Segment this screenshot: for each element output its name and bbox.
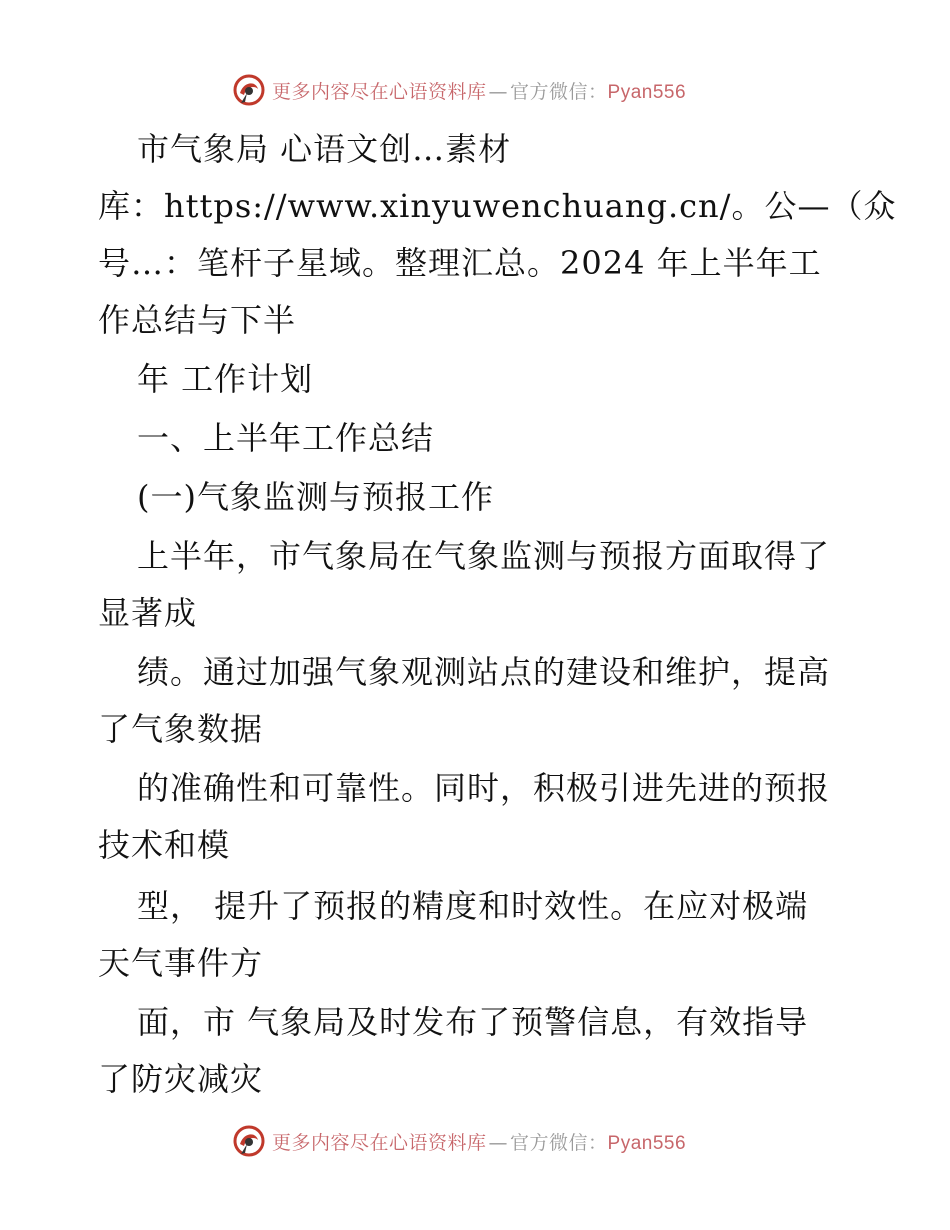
banner-site-text: 更多内容尽在心语资料库	[272, 1131, 487, 1154]
banner-dash: —	[488, 1131, 509, 1154]
footer-banner	[232, 1123, 712, 1159]
banner-wechat-id: Pyan556	[607, 1132, 687, 1154]
banner-wechat-label: 官方微信：	[510, 80, 608, 103]
subsection-heading: (一)气象监测与预报工作	[137, 478, 494, 516]
doc-line: 号…：笔杆子星域。整理汇总。2024 年上半年工	[98, 244, 822, 282]
doc-line: 显著成	[98, 594, 198, 632]
doc-line: 技术和模	[98, 826, 231, 864]
doc-line: 市气象局 心语文创…素材	[137, 130, 512, 168]
banner-site-text: 更多内容尽在心语资料库	[272, 80, 487, 103]
doc-line: 型， 提升了预报的精度和时效性。在应对极端	[137, 887, 809, 925]
banner-text	[272, 1128, 686, 1155]
doc-line: 上半年，市气象局在气象监测与预报方面取得了	[137, 537, 831, 575]
red-swirl-logo-icon	[232, 1124, 266, 1158]
banner-text	[272, 77, 686, 104]
banner-wechat-id: Pyan556	[607, 81, 687, 103]
doc-line: 绩。通过加强气象观测站点的建设和维护，提高	[137, 653, 831, 691]
section-heading: 一、上半年工作总结	[137, 419, 435, 457]
banner-wechat-label: 官方微信：	[510, 1131, 608, 1154]
doc-line: 的准确性和可靠性。同时，积极引进先进的预报	[137, 769, 831, 807]
doc-line: 库：https://www.xinyuwenchuang.cn/。公—（众	[98, 187, 897, 225]
header-banner	[232, 72, 712, 108]
doc-line: 作总结与下半	[98, 301, 297, 339]
doc-line: 了防灾减灾	[98, 1060, 264, 1098]
banner-dash: —	[488, 80, 509, 103]
doc-line: 了气象数据	[98, 710, 264, 748]
doc-line: 面，市 气象局及时发布了预警信息，有效指导	[137, 1003, 809, 1041]
doc-line: 年 工作计划	[137, 360, 314, 398]
red-swirl-logo-icon	[232, 73, 266, 107]
doc-line: 天气事件方	[98, 944, 264, 982]
